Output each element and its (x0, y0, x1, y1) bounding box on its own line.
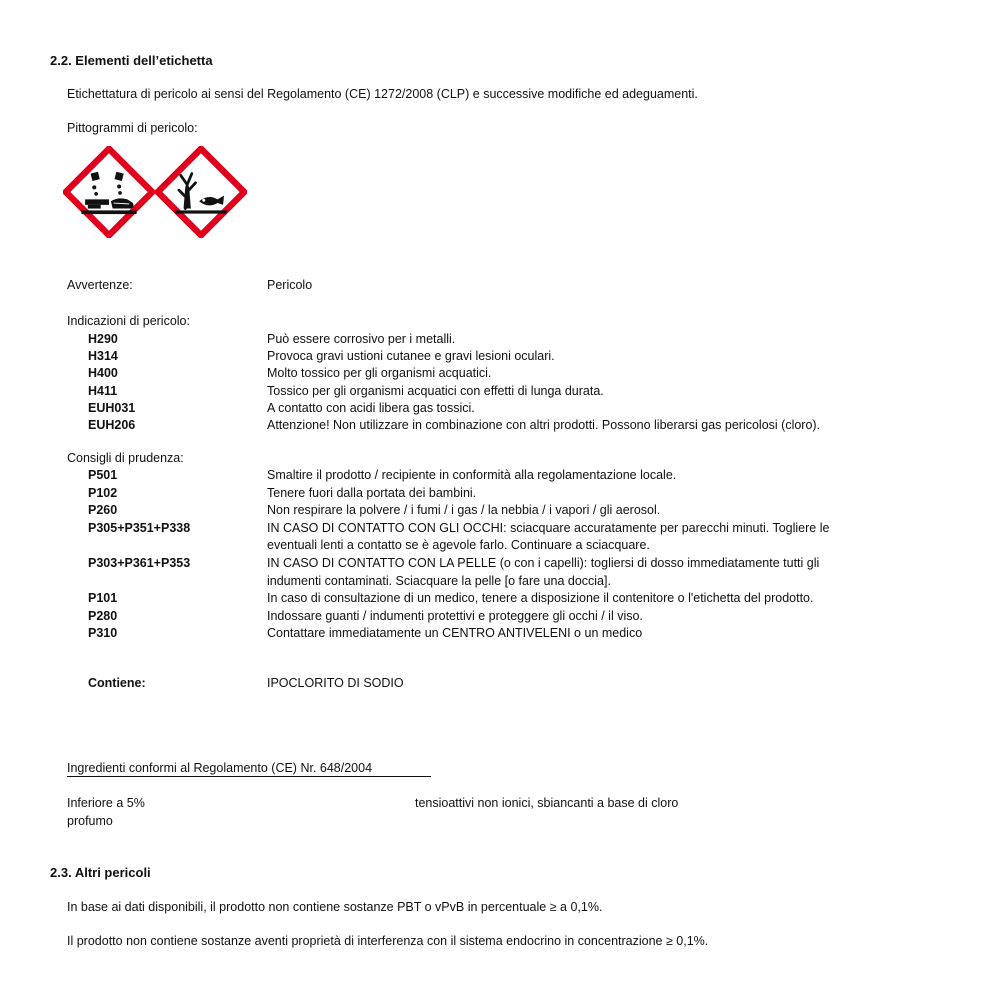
precaution-text: Smaltire il prodotto / recipiente in conformità alla regolamentazione locale. (267, 468, 677, 482)
precaution-code: P501 (88, 468, 118, 482)
hazard-text: Tossico per gli organismi acquatici con effetti di lunga durata. (267, 383, 604, 398)
precaution-code: P305+P351+P338 (88, 520, 191, 535)
endocrine-statement: Il prodotto non contiene sostanze aventi proprietà di interferenza con il sistema endocrino in concentrazione ≥ 0,1%. (67, 934, 709, 948)
contains-label: Contiene: (88, 676, 146, 690)
hazard-code: EUH031 (88, 400, 136, 415)
ingredients-row-value: tensioattivi non ionici, sbiancanti a base di cloro (415, 796, 679, 810)
precaution-text: IN CASO DI CONTATTO CON GLI OCCHI: sciacquare accuratamente per parecchi minuti. Togliere le (267, 520, 830, 535)
pictograms-label: Pittogrammi di pericolo: (67, 121, 198, 135)
hazard-text: Può essere corrosivo per i metalli. (267, 332, 456, 346)
precaution-code: P101 (88, 591, 118, 606)
hazard-statements-label: Indicazioni di pericolo: (67, 314, 190, 328)
precaution-code: P310 (88, 626, 118, 641)
section-title-2-2: 2.2. Elementi dell’etichetta (50, 53, 213, 68)
precaution-code: P280 (88, 608, 118, 623)
hazard-text: Molto tossico per gli organismi acquatici. (267, 366, 492, 381)
hazard-code: H411 (88, 383, 118, 398)
precaution-code: P102 (88, 485, 118, 500)
hazard-text: A contatto con acidi libera gas tossici. (267, 400, 475, 415)
hazard-text: Provoca gravi ustioni cutanee e gravi lesioni oculari. (267, 349, 555, 364)
contains-value: IPOCLORITO DI SODIO (267, 676, 404, 690)
ghs05-corrosion-icon (63, 146, 155, 238)
hazard-text: Attenzione! Non utilizzare in combinazione con altri prodotti. Possono liberarsi gas pericolosi (cloro). (267, 418, 821, 432)
precautionary-statements-label: Consigli di prudenza: (67, 451, 184, 465)
signal-word-value: Pericolo (267, 278, 313, 292)
ingredients-heading: Ingredienti conformi al Regolamento (CE) Nr. 648/2004 (67, 761, 373, 775)
precaution-text: Non respirare la polvere / i fumi / i gas / la nebbia / i vapori / gli aerosol. (267, 503, 661, 518)
ingredients-row-label: Inferiore a 5% (67, 796, 145, 810)
precaution-text: Indossare guanti / indumenti protettivi e proteggere gli occhi / il viso. (267, 608, 643, 623)
precaution-text: eventuali lenti a contatto se è agevole farlo. Continuare a sciacquare. (267, 538, 650, 553)
hazard-code: H400 (88, 366, 118, 381)
hazard-code: EUH206 (88, 418, 136, 432)
precaution-text: Contattare immediatamente un CENTRO ANTIVELENI o un medico (267, 626, 643, 641)
precaution-text: indumenti contaminati. Sciacquare la pelle [o fare una doccia]. (267, 573, 611, 588)
hazard-code: H290 (88, 332, 118, 346)
section-title-2-3: 2.3. Altri pericoli (50, 865, 151, 880)
ingredients-perfume: profumo (67, 814, 113, 828)
clp-intro: Etichettatura di pericolo ai sensi del Regolamento (CE) 1272/2008 (CLP) e successive modifiche ed adeguamenti. (67, 87, 698, 101)
precaution-text: Tenere fuori dalla portata dei bambini. (267, 485, 477, 500)
signal-word-label: Avvertenze: (67, 278, 133, 292)
hazard-code: H314 (88, 349, 118, 364)
precaution-code: P303+P361+P353 (88, 556, 191, 570)
precaution-text: In caso di consultazione di un medico, tenere a disposizione il contenitore o l'etichetta del prodotto. (267, 591, 814, 606)
precaution-text: IN CASO DI CONTATTO CON LA PELLE (o con i capelli): togliersi di dosso immediatamente tutti gli (267, 556, 820, 570)
precaution-code: P260 (88, 503, 118, 518)
pbt-statement: In base ai dati disponibili, il prodotto non contiene sostanze PBT o vPvB in percentuale ≥ a 0,1%. (67, 900, 603, 914)
ingredients-heading-underline (67, 776, 431, 777)
ghs09-environment-icon (155, 146, 247, 238)
